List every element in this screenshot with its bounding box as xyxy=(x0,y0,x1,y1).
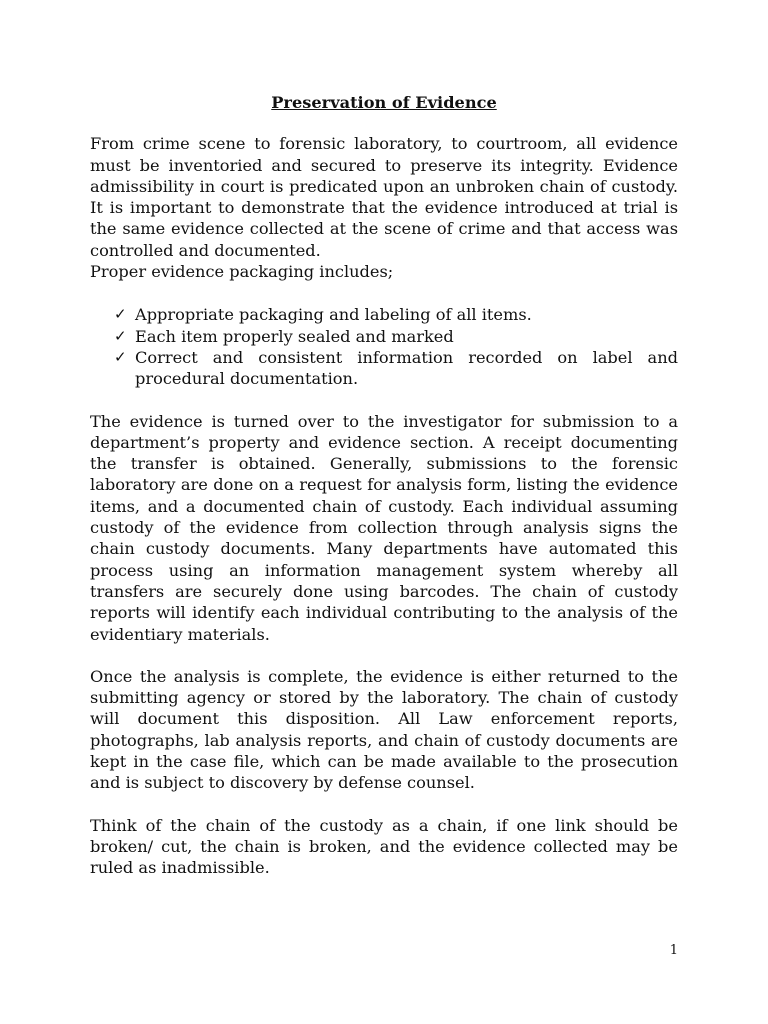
page-title: Preservation of Evidence xyxy=(271,93,497,112)
check-icon: ✓ xyxy=(114,347,127,366)
page-number: 1 xyxy=(669,943,678,958)
list-item xyxy=(114,304,678,325)
paragraph-transfer: The evidence is turned over to the investigator for submission to a department’s property and evidence section. A receipt documenting the transfer is obtained. Generally, submissions to the forensic laboratory are done on a request for analysis form, listing the evidence items, and a documented chain of custody. Each individual assuming custody of the evidence from collection through analysis signs the chain custody documents. Many departments have automated this process using an information management system whereby all transfers are securely done using barcodes. The chain of custody reports will identify each individual contributing to the analysis of the evidentiary materials. xyxy=(90,411,678,644)
list-item-text: Each item properly sealed and marked xyxy=(135,326,454,346)
list-item xyxy=(114,347,678,390)
list-item-text: Correct and consistent information recorded on label and procedural documentation. xyxy=(135,347,678,389)
list-intro: Proper evidence packaging includes; xyxy=(90,262,394,282)
paragraph-analysis: Once the analysis is complete, the evidence is either returned to the submitting agency or stored by the laboratory. The chain of custody will document this disposition. All Law enforcement reports, photographs, lab analysis reports, and chain of custody documents are kept in the case file, which can be made available to the prosecution and is subject to discovery by defense counsel. xyxy=(90,666,678,793)
packaging-checklist xyxy=(90,304,678,389)
list-item-text: Appropriate packaging and labeling of all items. xyxy=(135,305,532,325)
paragraph-chain: Think of the chain of the custody as a chain, if one link should be broken/ cut, the chain is broken, and the evidence collected may be ruled as inadmissible. xyxy=(90,815,678,878)
document-page xyxy=(90,92,678,879)
check-icon: ✓ xyxy=(114,326,127,345)
check-icon: ✓ xyxy=(114,305,127,324)
paragraph-intro: From crime scene to forensic laboratory, to courtroom, all evidence must be inventoried and secured to preserve its integrity. Evidence admissibility in court is predicated upon an unbroken chain of custody. It is important to demonstrate that the evidence introduced at trial is the same evidence collected at the scene of crime and that access was controlled and documented. xyxy=(90,134,678,260)
list-item xyxy=(114,326,678,347)
